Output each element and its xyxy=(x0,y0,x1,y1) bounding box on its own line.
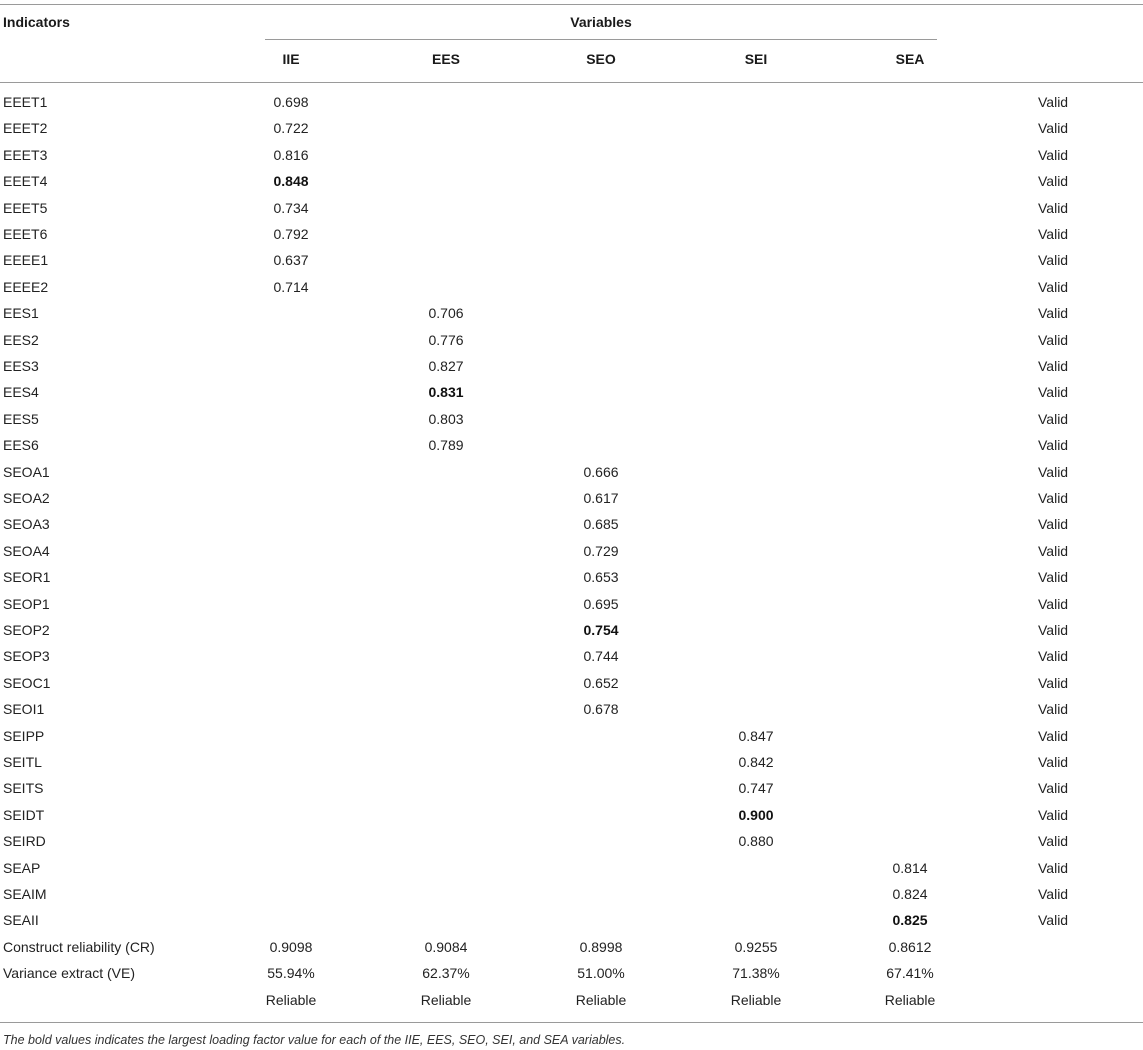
variables-header: Variables xyxy=(570,14,632,30)
loading-value: 0.754 xyxy=(583,622,619,638)
loading-value: 0.848 xyxy=(273,173,309,189)
column-header-ees: EES xyxy=(431,51,461,67)
loading-value: 0.653 xyxy=(583,569,619,585)
validity-status: Valid xyxy=(1038,807,1069,823)
row-indicator-label: SEOI1 xyxy=(3,701,45,717)
validity-status: Valid xyxy=(1038,490,1069,506)
validity-status: Valid xyxy=(1038,754,1069,770)
summary-value: 0.9084 xyxy=(424,939,468,955)
row-indicator-label: EEEE1 xyxy=(3,252,49,268)
loading-value: 0.695 xyxy=(583,596,619,612)
summary-value: 0.9098 xyxy=(269,939,313,955)
validity-status: Valid xyxy=(1038,147,1069,163)
table-bottom-rule xyxy=(0,1022,1143,1023)
row-indicator-label: SEAP xyxy=(3,860,41,876)
column-header-seo: SEO xyxy=(586,51,616,67)
loading-value: 0.900 xyxy=(738,807,774,823)
column-header-sea: SEA xyxy=(895,51,925,67)
loading-value: 0.698 xyxy=(273,94,309,110)
validity-status: Valid xyxy=(1038,675,1069,691)
row-indicator-label: EEET2 xyxy=(3,120,48,136)
summary-value: 0.9255 xyxy=(734,939,778,955)
row-indicator-label: SEOP2 xyxy=(3,622,50,638)
validity-status: Valid xyxy=(1038,464,1069,480)
loading-value: 0.776 xyxy=(428,332,464,348)
summary-value: Reliable xyxy=(730,992,782,1008)
loading-value: 0.714 xyxy=(273,279,309,295)
summary-value: 62.37% xyxy=(422,965,470,981)
row-indicator-label: SEAII xyxy=(3,912,39,928)
loading-value: 0.706 xyxy=(428,305,464,321)
validity-status: Valid xyxy=(1038,648,1069,664)
indicators-header: Indicators xyxy=(3,14,70,30)
validity-status: Valid xyxy=(1038,226,1069,242)
validity-status: Valid xyxy=(1038,569,1069,585)
row-indicator-label: SEAIM xyxy=(3,886,47,902)
summary-value: Reliable xyxy=(420,992,472,1008)
summary-label: Construct reliability (CR) xyxy=(3,939,155,955)
loading-value: 0.814 xyxy=(892,860,928,876)
row-indicator-label: SEOA4 xyxy=(3,543,50,559)
loading-value: 0.816 xyxy=(273,147,309,163)
row-indicator-label: SEOP3 xyxy=(3,648,50,664)
loading-value: 0.789 xyxy=(428,437,464,453)
column-header-sei: SEI xyxy=(744,51,768,67)
summary-value: 67.41% xyxy=(886,965,934,981)
summary-value: 55.94% xyxy=(267,965,315,981)
header-bottom-rule xyxy=(0,82,1143,83)
row-indicator-label: EES3 xyxy=(3,358,39,374)
validity-status: Valid xyxy=(1038,252,1069,268)
summary-value: 0.8998 xyxy=(579,939,623,955)
row-indicator-label: EES4 xyxy=(3,384,39,400)
loading-value: 0.747 xyxy=(738,780,774,796)
summary-value: 0.8612 xyxy=(888,939,932,955)
summary-value: Reliable xyxy=(265,992,317,1008)
row-indicator-label: SEOA3 xyxy=(3,516,50,532)
validity-status: Valid xyxy=(1038,833,1069,849)
row-indicator-label: EEET4 xyxy=(3,173,48,189)
loading-value: 0.685 xyxy=(583,516,619,532)
validity-status: Valid xyxy=(1038,543,1069,559)
loading-value: 0.847 xyxy=(738,728,774,744)
row-indicator-label: EES1 xyxy=(3,305,39,321)
column-header-iie: IIE xyxy=(282,51,300,67)
row-indicator-label: EES6 xyxy=(3,437,39,453)
validity-status: Valid xyxy=(1038,358,1069,374)
validity-status: Valid xyxy=(1038,622,1069,638)
validity-status: Valid xyxy=(1038,437,1069,453)
validity-status: Valid xyxy=(1038,411,1069,427)
loading-value: 0.666 xyxy=(583,464,619,480)
loading-value: 0.729 xyxy=(583,543,619,559)
loading-value: 0.734 xyxy=(273,200,309,216)
loading-value: 0.831 xyxy=(428,384,464,400)
validity-status: Valid xyxy=(1038,94,1069,110)
loading-value: 0.803 xyxy=(428,411,464,427)
row-indicator-label: SEITL xyxy=(3,754,42,770)
validity-status: Valid xyxy=(1038,596,1069,612)
row-indicator-label: SEOC1 xyxy=(3,675,51,691)
validity-status: Valid xyxy=(1038,912,1069,928)
validity-status: Valid xyxy=(1038,886,1069,902)
loading-value: 0.825 xyxy=(892,912,928,928)
row-indicator-label: SEIPP xyxy=(3,728,45,744)
validity-status: Valid xyxy=(1038,279,1069,295)
loading-value: 0.678 xyxy=(583,701,619,717)
summary-value: Reliable xyxy=(575,992,627,1008)
summary-label: Variance extract (VE) xyxy=(3,965,136,981)
row-indicator-label: SEOA1 xyxy=(3,464,50,480)
row-indicator-label: EEET3 xyxy=(3,147,48,163)
summary-value: 71.38% xyxy=(732,965,780,981)
loading-value: 0.722 xyxy=(273,120,309,136)
summary-value: 51.00% xyxy=(577,965,625,981)
loading-value: 0.827 xyxy=(428,358,464,374)
row-indicator-label: SEOP1 xyxy=(3,596,50,612)
validity-status: Valid xyxy=(1038,728,1069,744)
loading-value: 0.744 xyxy=(583,648,619,664)
row-indicator-label: SEIRD xyxy=(3,833,46,849)
row-indicator-label: EEEE2 xyxy=(3,279,49,295)
validity-status: Valid xyxy=(1038,173,1069,189)
summary-value: Reliable xyxy=(884,992,936,1008)
validity-status: Valid xyxy=(1038,860,1069,876)
validity-status: Valid xyxy=(1038,701,1069,717)
loading-value: 0.792 xyxy=(273,226,309,242)
validity-status: Valid xyxy=(1038,516,1069,532)
row-indicator-label: EES5 xyxy=(3,411,39,427)
row-indicator-label: SEOA2 xyxy=(3,490,50,506)
table-top-rule xyxy=(0,4,1143,5)
validity-status: Valid xyxy=(1038,780,1069,796)
validity-status: Valid xyxy=(1038,120,1069,136)
row-indicator-label: SEIDT xyxy=(3,807,45,823)
row-indicator-label: SEITS xyxy=(3,780,44,796)
validity-status: Valid xyxy=(1038,384,1069,400)
table-footnote: The bold values indicates the largest loading factor value for each of the IIE, EES, SEO, SEI, and SEA variables. xyxy=(3,1033,626,1047)
row-indicator-label: EEET6 xyxy=(3,226,48,242)
loading-value: 0.824 xyxy=(892,886,928,902)
loading-value: 0.880 xyxy=(738,833,774,849)
validity-status: Valid xyxy=(1038,200,1069,216)
loading-value: 0.842 xyxy=(738,754,774,770)
row-indicator-label: EEET5 xyxy=(3,200,48,216)
row-indicator-label: EEET1 xyxy=(3,94,48,110)
loading-value: 0.652 xyxy=(583,675,619,691)
loading-value: 0.637 xyxy=(273,252,309,268)
row-indicator-label: SEOR1 xyxy=(3,569,51,585)
validity-status: Valid xyxy=(1038,332,1069,348)
variables-group-rule xyxy=(265,39,937,40)
loading-value: 0.617 xyxy=(583,490,619,506)
row-indicator-label: EES2 xyxy=(3,332,39,348)
validity-status: Valid xyxy=(1038,305,1069,321)
